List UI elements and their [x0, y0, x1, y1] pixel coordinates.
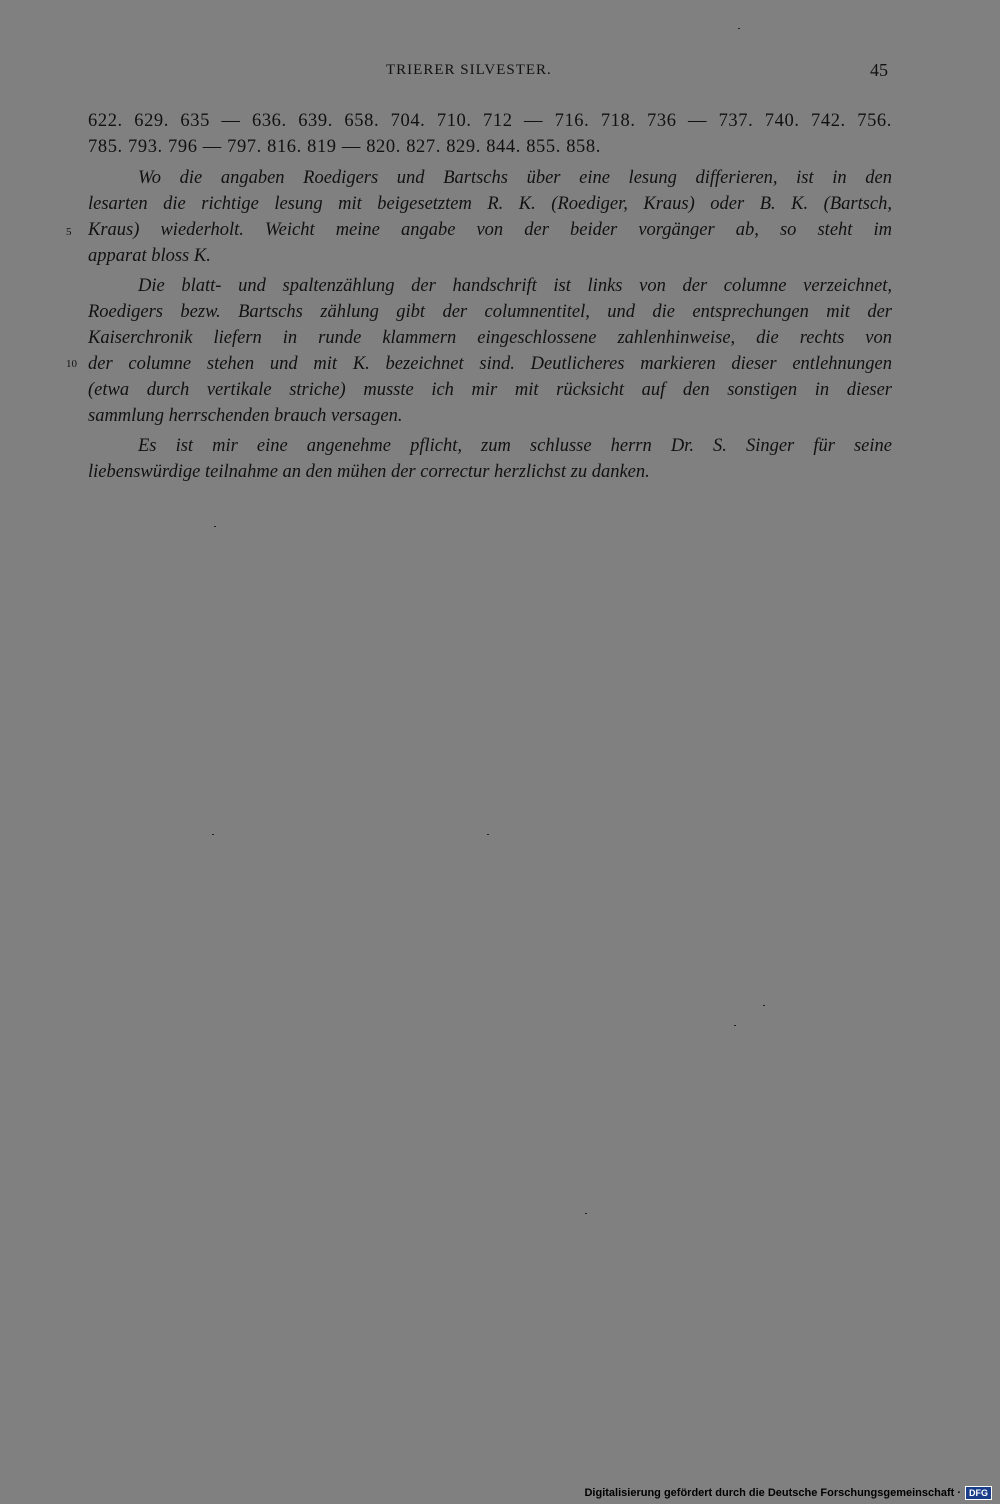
- scan-speck: [734, 1025, 736, 1026]
- scan-speck: [212, 834, 214, 835]
- paragraph-line: Es ist mir eine angenehme pflicht, zum schlusse herrn Dr. S. Singer für seine: [138, 436, 892, 456]
- digitization-footer: [584, 1486, 992, 1500]
- verse-list-line: 785. 793. 796 — 797. 816. 819 — 820. 827. 829. 844. 855. 858.: [88, 137, 601, 157]
- paragraph-line: Wo die angaben Roedigers und Bartschs über eine lesung differieren, ist in den: [138, 168, 892, 188]
- footer-text: Digitalisierung gefördert durch die Deutsche Forschungsgemeinschaft ·: [584, 1487, 961, 1499]
- scan-speck: [214, 526, 216, 527]
- paragraph-line: lesarten die richtige lesung mit beigesetztem R. K. (Roediger, Kraus) oder B. K. (Bartsch,: [88, 194, 892, 214]
- paragraph-line: apparat bloss K.: [88, 246, 211, 266]
- paragraph-line: Die blatt- und spaltenzählung der handschrift ist links von der columne verzeichnet,: [138, 276, 892, 296]
- paragraph-column-counting: [88, 273, 892, 429]
- scan-speck: [487, 834, 489, 835]
- verse-list-line: 622. 629. 635 — 636. 639. 658. 704. 710. 712 — 716. 718. 736 — 737. 740. 742. 756.: [88, 111, 892, 131]
- paragraph-readings: [88, 165, 892, 269]
- paragraph-line: sammlung herrschenden brauch versagen.: [88, 406, 403, 426]
- scan-speck: [738, 28, 740, 29]
- paragraph-line: Roedigers bezw. Bartschs zählung gibt der columnentitel, und die entsprechungen mit der: [88, 302, 892, 322]
- paragraph-line: Kaiserchronik liefern in runde klammern eingeschlossene zahlenhinweise, die rechts von: [88, 328, 892, 348]
- margin-line-number: 10: [66, 358, 77, 370]
- paragraph-line: Kraus) wiederholt. Weicht meine angabe von der beider vorgänger ab, so steht im: [88, 220, 892, 240]
- scan-speck: [585, 1213, 587, 1214]
- paragraph-line: der columne stehen und mit K. bezeichnet sind. Deutlicheres markieren dieser entlehnungen: [88, 354, 892, 374]
- paragraph-line: (etwa durch vertikale striche) musste ich mir mit rücksicht auf den sonstigen in dieser: [88, 380, 892, 400]
- page-number: 45: [870, 60, 888, 80]
- running-title: TRIERER SILVESTER.: [386, 62, 552, 78]
- paragraph-line: liebenswürdige teilnahme an den mühen der correctur herzlichst zu danken.: [88, 462, 650, 482]
- verse-number-list: [88, 108, 892, 160]
- margin-line-number: 5: [66, 226, 72, 238]
- dfg-logo: DFG: [965, 1486, 992, 1500]
- scan-speck: [763, 1005, 765, 1006]
- paragraph-acknowledgement: [88, 433, 892, 485]
